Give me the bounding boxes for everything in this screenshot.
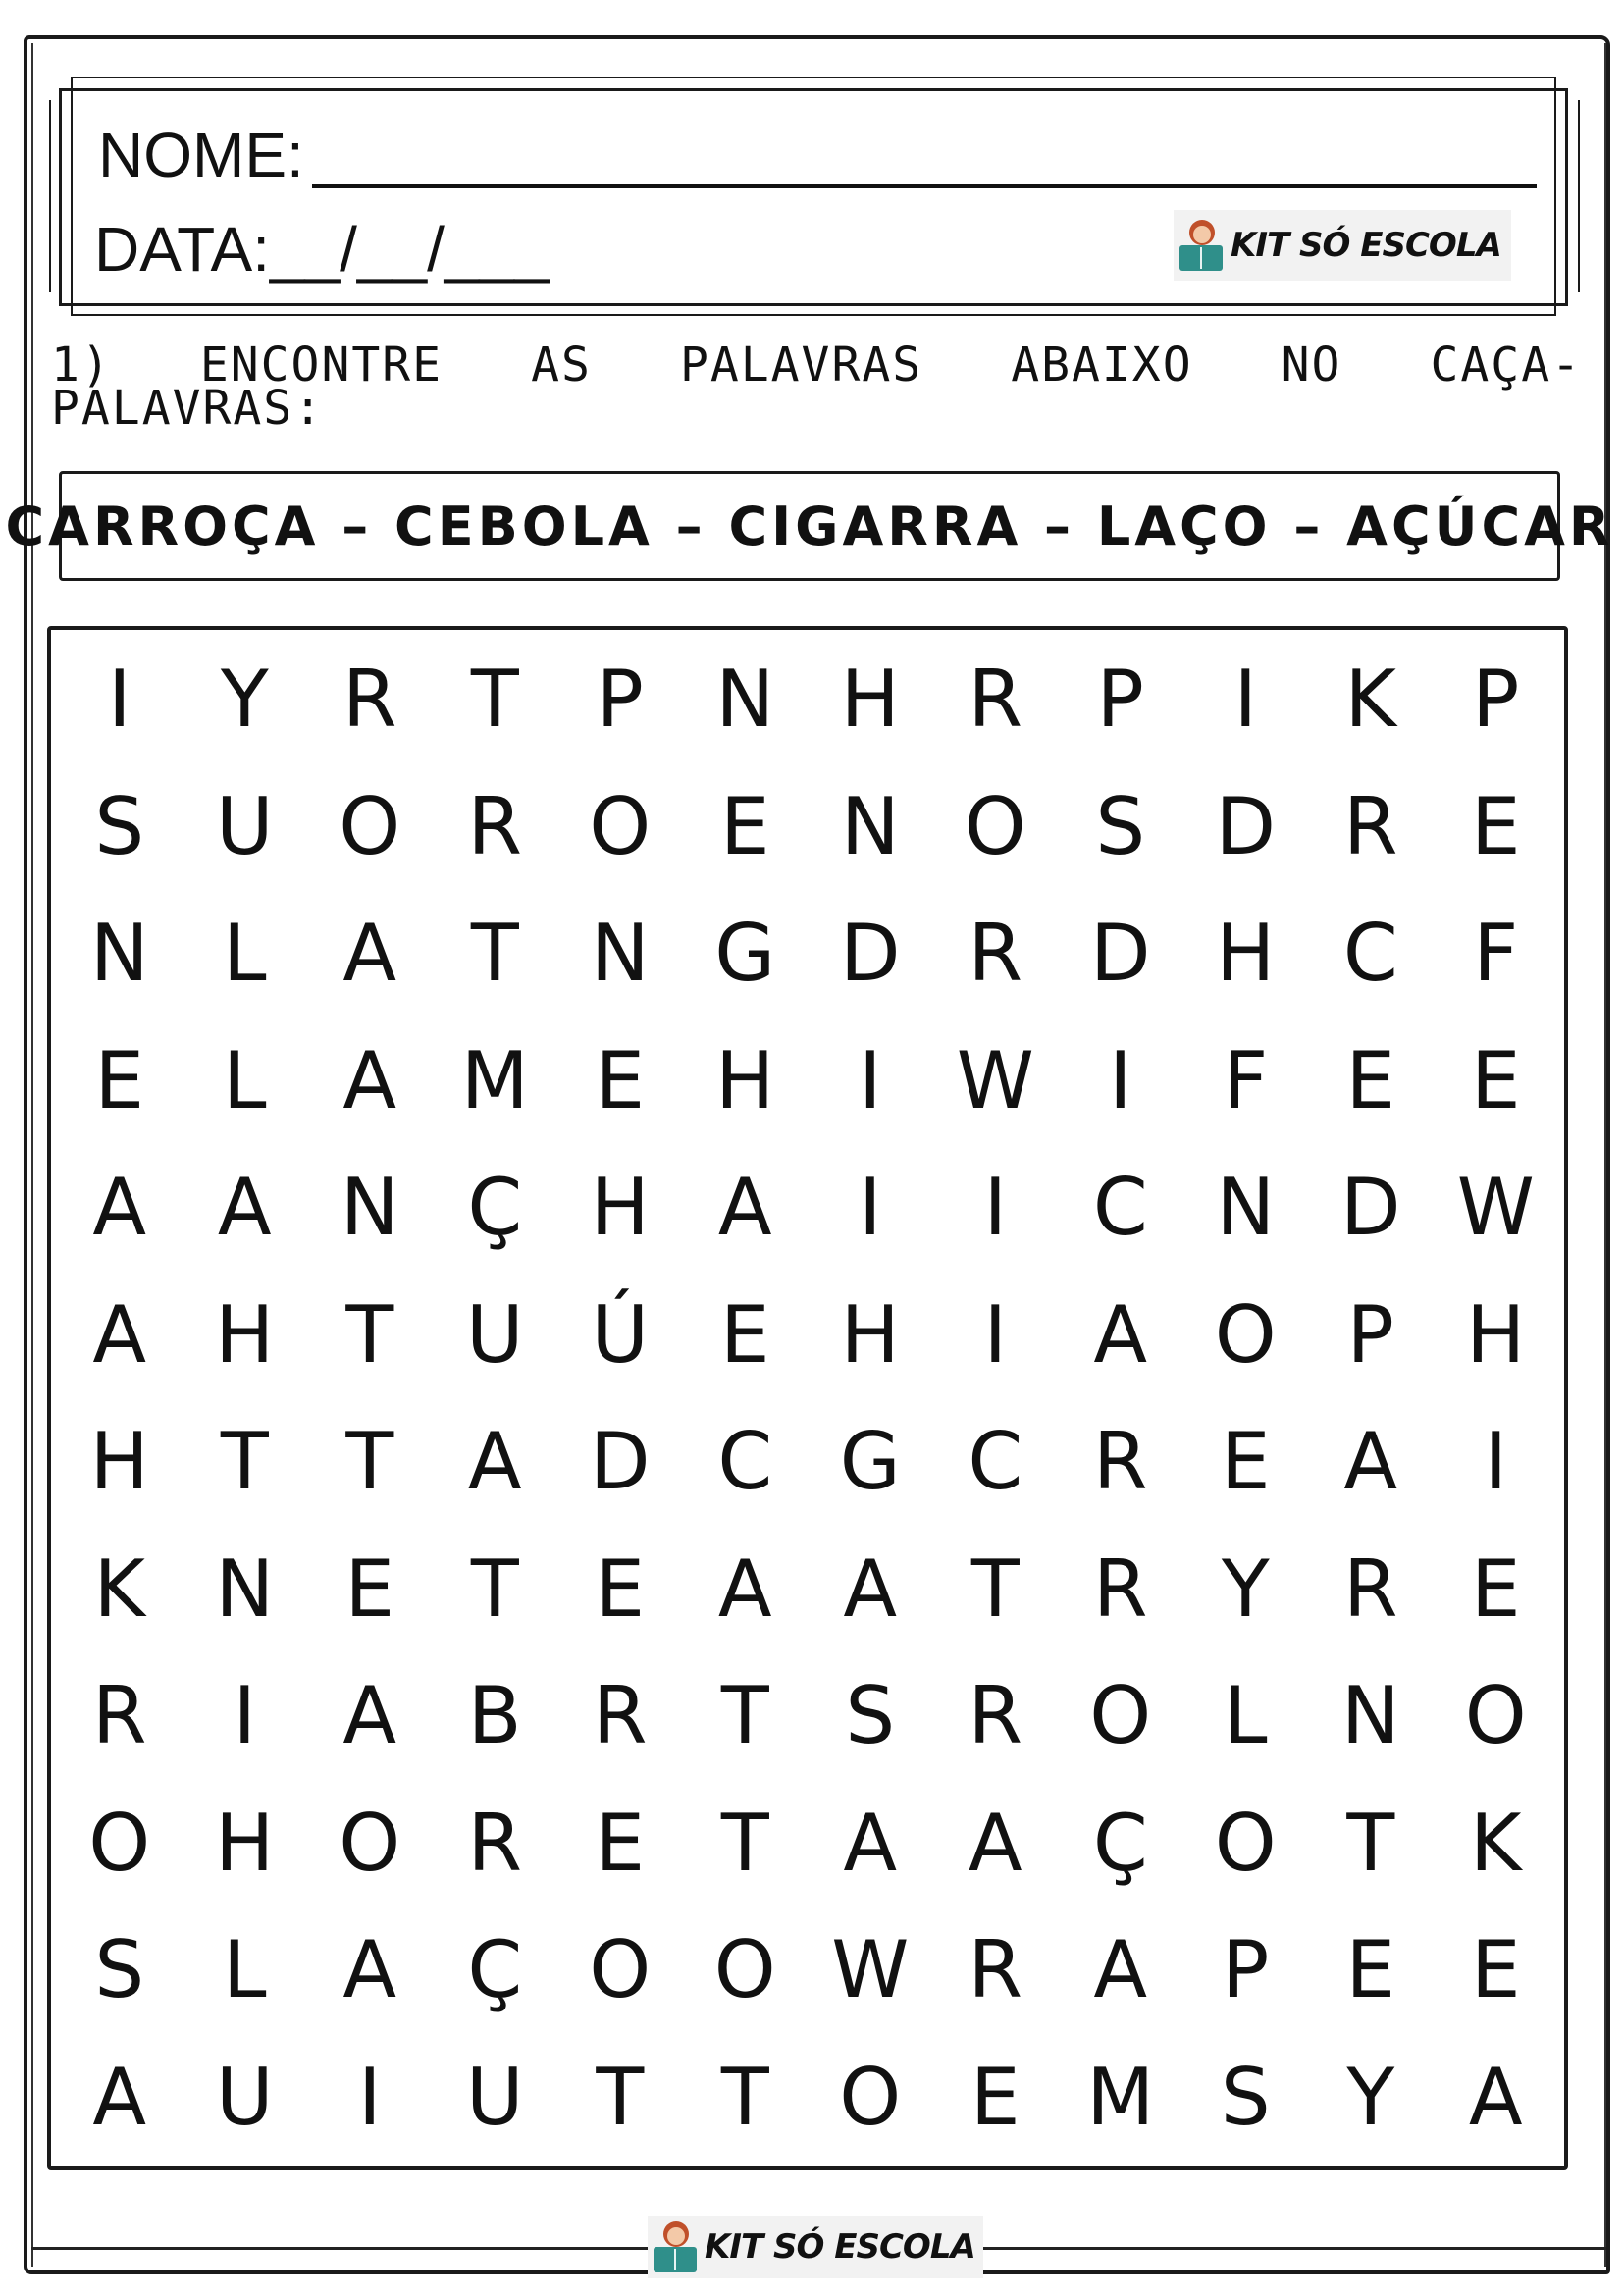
- grid-cell[interactable]: L: [222, 908, 267, 1000]
- grid-cell[interactable]: I: [1108, 1034, 1132, 1126]
- grid-cell[interactable]: F: [1223, 1034, 1269, 1126]
- grid-cell[interactable]: K: [1470, 1797, 1522, 1889]
- grid-cell[interactable]: A: [467, 1416, 522, 1508]
- grid-cell[interactable]: O: [339, 780, 401, 872]
- grid-cell[interactable]: K: [93, 1542, 145, 1635]
- grid-cell[interactable]: A: [843, 1542, 898, 1635]
- grid-cell[interactable]: A: [1343, 1416, 1398, 1508]
- grid-cell[interactable]: S: [94, 1924, 145, 2016]
- grid-cell[interactable]: R: [968, 1670, 1023, 1762]
- grid-cell[interactable]: S: [845, 1670, 896, 1762]
- grid-cell[interactable]: A: [92, 2051, 147, 2143]
- grid-cell[interactable]: S: [94, 780, 145, 872]
- grid-cell[interactable]: D: [1215, 780, 1277, 872]
- grid-cell[interactable]: O: [713, 1924, 776, 2016]
- grid-cell[interactable]: D: [1339, 1162, 1401, 1254]
- grid-cell[interactable]: T: [720, 1670, 769, 1762]
- grid-cell[interactable]: A: [92, 1162, 147, 1254]
- grid-cell[interactable]: O: [1464, 1670, 1527, 1762]
- grid-cell[interactable]: I: [983, 1288, 1008, 1381]
- reading-girl-icon: [652, 2219, 699, 2274]
- grid-cell[interactable]: Y: [1346, 2051, 1395, 2143]
- grid-cell[interactable]: E: [344, 1542, 395, 1635]
- grid-cell[interactable]: O: [589, 780, 652, 872]
- grid-cell[interactable]: T: [970, 1542, 1020, 1635]
- footer-line-right: [981, 2247, 1606, 2250]
- grid-cell[interactable]: E: [1220, 1416, 1271, 1508]
- grid-cell[interactable]: A: [217, 1162, 272, 1254]
- grid-cell[interactable]: E: [1470, 780, 1521, 872]
- grid-cell[interactable]: S: [1095, 780, 1146, 872]
- grid-cell[interactable]: A: [968, 1797, 1022, 1889]
- grid-cell[interactable]: R: [1342, 1542, 1398, 1635]
- grid-cell[interactable]: W: [956, 1034, 1034, 1126]
- grid-cell[interactable]: Ç: [467, 1162, 523, 1254]
- grid-cell[interactable]: Ç: [467, 1924, 523, 2016]
- grid-cell[interactable]: E: [969, 2051, 1021, 2143]
- grid-cell[interactable]: N: [340, 1162, 399, 1254]
- grid-cell[interactable]: A: [1093, 1288, 1148, 1381]
- grid-cell[interactable]: N: [715, 653, 775, 746]
- grid-cell[interactable]: T: [470, 1542, 519, 1635]
- grid-cell[interactable]: P: [1096, 653, 1144, 746]
- grid-cell[interactable]: P: [596, 653, 644, 746]
- grid-cell[interactable]: E: [719, 780, 770, 872]
- grid-cell[interactable]: N: [215, 1542, 275, 1635]
- grid-cell[interactable]: O: [1214, 1288, 1277, 1381]
- grid-cell[interactable]: A: [92, 1288, 147, 1381]
- grid-cell[interactable]: T: [345, 1416, 394, 1508]
- grid-cell[interactable]: I: [1484, 1416, 1508, 1508]
- grid-cell[interactable]: H: [215, 1288, 275, 1381]
- reading-girl-icon: [1178, 218, 1225, 273]
- grid-cell[interactable]: I: [1233, 653, 1258, 746]
- grid-cell[interactable]: C: [1342, 908, 1398, 1000]
- grid-cell[interactable]: R: [467, 1797, 523, 1889]
- grid-cell[interactable]: E: [1470, 1034, 1521, 1126]
- grid-cell[interactable]: M: [1086, 2051, 1155, 2143]
- grid-cell[interactable]: G: [714, 908, 776, 1000]
- grid-cell[interactable]: E: [1345, 1034, 1396, 1126]
- grid-cell[interactable]: E: [595, 1034, 646, 1126]
- grid-cell[interactable]: H: [590, 1162, 650, 1254]
- grid-cell[interactable]: A: [342, 908, 397, 1000]
- grid-cell[interactable]: A: [342, 1924, 397, 2016]
- grid-cell[interactable]: E: [1470, 1924, 1521, 2016]
- grid-cell[interactable]: B: [467, 1670, 522, 1762]
- grid-cell[interactable]: H: [840, 653, 900, 746]
- grid-cell[interactable]: A: [1468, 2051, 1523, 2143]
- grid-cell[interactable]: A: [342, 1670, 397, 1762]
- grid-cell[interactable]: O: [964, 780, 1026, 872]
- grid-cell[interactable]: A: [1093, 1924, 1148, 2016]
- word-search-grid: [57, 636, 1558, 2161]
- grid-cell[interactable]: W: [831, 1924, 910, 2016]
- grid-cell[interactable]: L: [222, 1034, 267, 1126]
- grid-cell[interactable]: R: [467, 780, 523, 872]
- header-logo: [1174, 210, 1511, 281]
- grid-cell[interactable]: D: [589, 1416, 651, 1508]
- grid-cell[interactable]: C: [1092, 1162, 1148, 1254]
- grid-cell[interactable]: P: [1346, 1288, 1394, 1381]
- grid-cell[interactable]: N: [1216, 1162, 1276, 1254]
- footer-logo-text: KIT SÓ ESCOLA: [705, 2227, 975, 2267]
- grid-cell[interactable]: M: [460, 1034, 529, 1126]
- nome-field[interactable]: [312, 184, 1537, 188]
- grid-cell[interactable]: E: [719, 1288, 770, 1381]
- grid-cell[interactable]: O: [1089, 1670, 1152, 1762]
- grid-cell[interactable]: L: [222, 1924, 267, 2016]
- grid-cell[interactable]: T: [720, 1797, 769, 1889]
- grid-cell[interactable]: N: [590, 908, 650, 1000]
- grid-cell[interactable]: I: [858, 1162, 882, 1254]
- grid-cell[interactable]: Y: [220, 653, 269, 746]
- header-logo-text: KIT SÓ ESCOLA: [1231, 226, 1501, 265]
- grid-cell[interactable]: E: [94, 1034, 145, 1126]
- grid-cell[interactable]: R: [1342, 780, 1398, 872]
- grid-cell[interactable]: E: [595, 1542, 646, 1635]
- word-bank: CARROÇA – CEBOLA – CIGARRA – LAÇO – AÇÚCAR: [5, 495, 1614, 557]
- grid-cell[interactable]: T: [720, 2051, 769, 2143]
- grid-cell[interactable]: A: [843, 1797, 898, 1889]
- grid-cell[interactable]: H: [215, 1797, 275, 1889]
- grid-cell[interactable]: T: [220, 1416, 269, 1508]
- instruction-line-2: PALAVRAS:: [51, 381, 325, 436]
- grid-cell[interactable]: F: [1473, 908, 1519, 1000]
- grid-cell[interactable]: U: [215, 780, 274, 872]
- word-bank-box: [5, 471, 1614, 581]
- footer-line-left: [31, 2247, 648, 2250]
- grid-cell[interactable]: U: [215, 2051, 274, 2143]
- grid-cell[interactable]: A: [717, 1162, 772, 1254]
- grid-cell[interactable]: R: [592, 1670, 648, 1762]
- grid-cell[interactable]: I: [357, 2051, 382, 2143]
- grid-cell[interactable]: O: [839, 2051, 902, 2143]
- grid-cell[interactable]: L: [1223, 1670, 1268, 1762]
- grid-cell[interactable]: I: [858, 1034, 882, 1126]
- grid-cell[interactable]: I: [107, 653, 131, 746]
- grid-cell[interactable]: O: [589, 1924, 652, 2016]
- grid-cell[interactable]: A: [342, 1034, 397, 1126]
- grid-cell[interactable]: E: [1345, 1924, 1396, 2016]
- grid-cell[interactable]: T: [470, 653, 519, 746]
- grid-cell[interactable]: C: [717, 1416, 773, 1508]
- grid-cell[interactable]: R: [341, 653, 397, 746]
- grid-cell[interactable]: N: [1340, 1670, 1400, 1762]
- grid-cell[interactable]: P: [1222, 1924, 1270, 2016]
- grid-cell[interactable]: H: [715, 1034, 775, 1126]
- grid-cell[interactable]: N: [840, 780, 900, 872]
- grid-cell[interactable]: R: [968, 908, 1023, 1000]
- grid-cell[interactable]: T: [1346, 1797, 1395, 1889]
- grid-cell[interactable]: U: [465, 2051, 524, 2143]
- grid-cell[interactable]: R: [1092, 1416, 1148, 1508]
- grid-cell[interactable]: T: [470, 908, 519, 1000]
- grid-cell[interactable]: R: [968, 1924, 1023, 2016]
- grid-cell[interactable]: H: [1466, 1288, 1526, 1381]
- instruction-line-1: 1) ENCONTRE AS PALAVRAS ABAIXO NO CAÇA-: [51, 338, 1582, 392]
- grid-cell[interactable]: N: [89, 908, 149, 1000]
- grid-cell[interactable]: E: [595, 1797, 646, 1889]
- grid-cell[interactable]: A: [717, 1542, 772, 1635]
- grid-cell[interactable]: U: [465, 1288, 524, 1381]
- grid-cell[interactable]: K: [1344, 653, 1396, 746]
- grid-cell[interactable]: Ç: [1092, 1797, 1148, 1889]
- grid-cell[interactable]: O: [339, 1797, 401, 1889]
- data-field[interactable]: DATA:__/__/___: [94, 214, 550, 285]
- grid-cell[interactable]: R: [968, 653, 1023, 746]
- grid-cell[interactable]: R: [1092, 1542, 1148, 1635]
- grid-cell[interactable]: H: [1216, 908, 1276, 1000]
- grid-cell[interactable]: I: [983, 1162, 1008, 1254]
- grid-cell[interactable]: H: [89, 1416, 149, 1508]
- grid-cell[interactable]: D: [1089, 908, 1151, 1000]
- grid-cell[interactable]: T: [345, 1288, 394, 1381]
- grid-cell[interactable]: D: [839, 908, 901, 1000]
- instruction: [51, 338, 1582, 436]
- grid-cell[interactable]: H: [840, 1288, 900, 1381]
- grid-cell[interactable]: Y: [1221, 1542, 1270, 1635]
- grid-cell[interactable]: O: [1214, 1797, 1277, 1889]
- grid-cell[interactable]: E: [1470, 1542, 1521, 1635]
- grid-cell[interactable]: G: [839, 1416, 901, 1508]
- grid-cell[interactable]: W: [1456, 1162, 1535, 1254]
- nome-label: NOME:: [98, 120, 304, 190]
- grid-cell[interactable]: P: [1472, 653, 1520, 746]
- grid-cell[interactable]: R: [91, 1670, 147, 1762]
- footer-logo: [648, 2216, 983, 2278]
- grid-cell[interactable]: C: [968, 1416, 1023, 1508]
- grid-cell[interactable]: T: [596, 2051, 645, 2143]
- grid-cell[interactable]: I: [233, 1670, 257, 1762]
- grid-cell[interactable]: S: [1220, 2051, 1271, 2143]
- grid-cell[interactable]: Ú: [591, 1288, 650, 1381]
- grid-cell[interactable]: O: [88, 1797, 151, 1889]
